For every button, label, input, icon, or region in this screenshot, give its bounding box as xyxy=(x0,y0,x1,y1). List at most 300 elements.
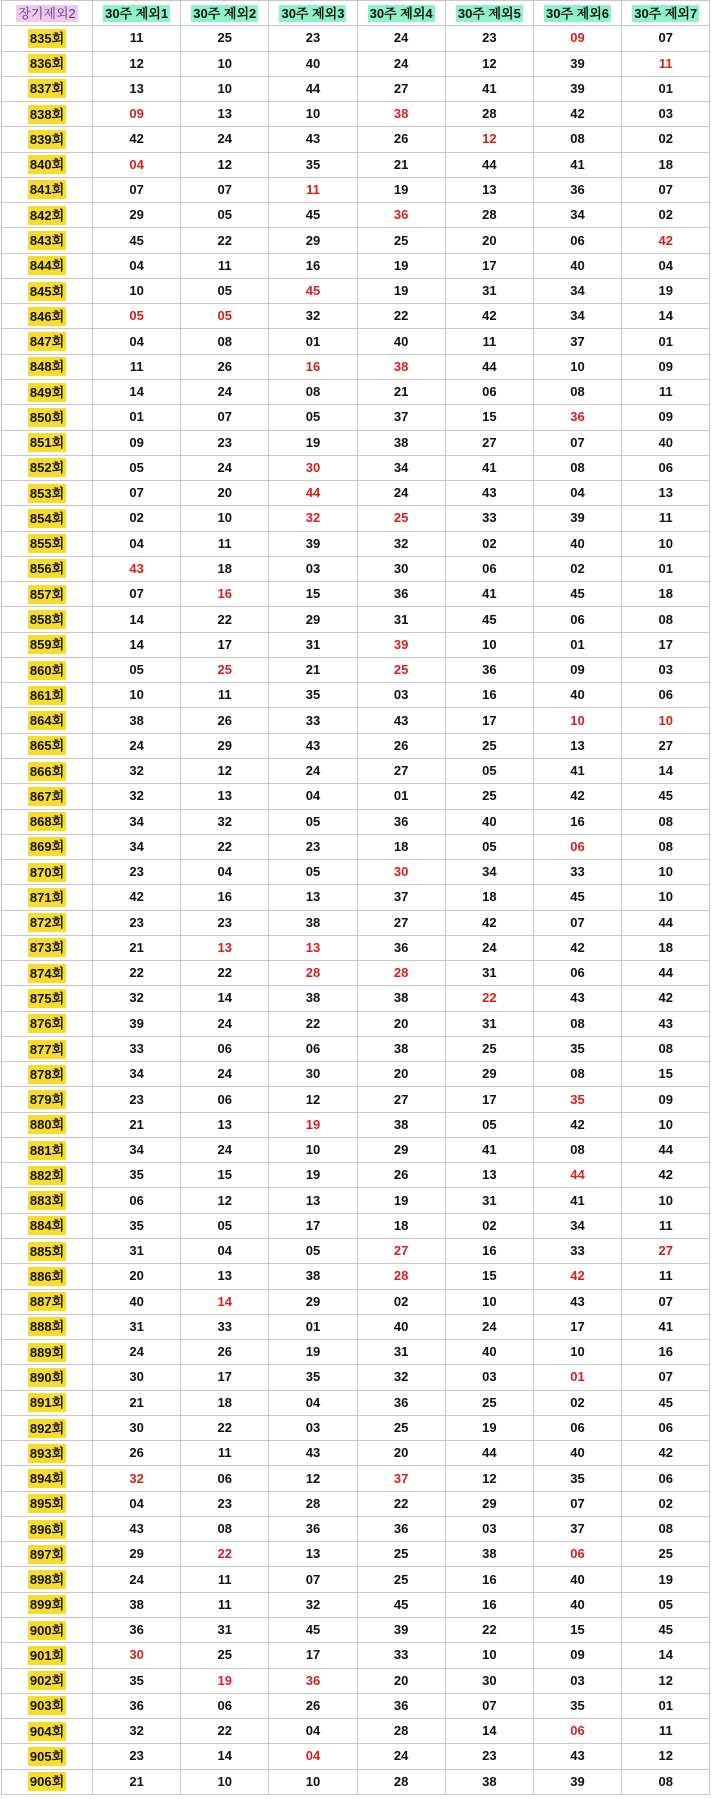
number-cell: 18 xyxy=(181,1390,269,1415)
table-row xyxy=(2,1137,710,1162)
number-cell: 01 xyxy=(93,405,181,430)
table-row xyxy=(2,1719,710,1744)
number-cell: 38 xyxy=(269,910,357,935)
number-cell: 23 xyxy=(93,1087,181,1112)
number-cell: 17 xyxy=(533,1314,621,1339)
round-label: 870회 xyxy=(29,864,65,880)
number-cell: 22 xyxy=(445,1618,533,1643)
round-cell xyxy=(2,632,93,657)
number-cell: 26 xyxy=(357,1163,445,1188)
number-cell: 08 xyxy=(533,1011,621,1036)
number-cell: 13 xyxy=(622,481,710,506)
number-cell: 13 xyxy=(181,1264,269,1289)
number-cell: 38 xyxy=(269,1264,357,1289)
header-label: 30주 제외5 xyxy=(457,5,521,21)
number-cell: 24 xyxy=(181,379,269,404)
number-cell: 12 xyxy=(181,1188,269,1213)
number-cell: 37 xyxy=(357,405,445,430)
number-cell: 27 xyxy=(357,1239,445,1264)
number-cell: 24 xyxy=(93,1567,181,1592)
number-cell: 25 xyxy=(445,1390,533,1415)
number-cell: 40 xyxy=(533,1567,621,1592)
number-cell: 14 xyxy=(181,1289,269,1314)
table-row xyxy=(2,379,710,404)
number-cell: 37 xyxy=(357,1466,445,1491)
number-cell: 21 xyxy=(93,935,181,960)
number-cell: 22 xyxy=(181,961,269,986)
number-cell: 05 xyxy=(181,1213,269,1238)
round-label: 835회 xyxy=(29,30,65,46)
round-label: 866회 xyxy=(29,763,65,779)
number-cell: 11 xyxy=(622,1213,710,1238)
number-cell: 24 xyxy=(445,935,533,960)
round-label: 856회 xyxy=(29,561,65,577)
number-cell: 17 xyxy=(445,1087,533,1112)
number-cell: 10 xyxy=(445,1289,533,1314)
number-cell: 36 xyxy=(357,1516,445,1541)
number-cell: 13 xyxy=(533,733,621,758)
number-cell: 16 xyxy=(269,354,357,379)
round-cell xyxy=(2,1289,93,1314)
round-cell xyxy=(2,1365,93,1390)
number-cell: 06 xyxy=(181,1466,269,1491)
number-cell: 18 xyxy=(622,152,710,177)
round-label: 858회 xyxy=(29,612,65,627)
number-cell: 36 xyxy=(269,1668,357,1693)
number-cell: 35 xyxy=(93,1668,181,1693)
number-cell: 40 xyxy=(269,51,357,76)
number-cell: 04 xyxy=(181,860,269,885)
round-label: 864회 xyxy=(29,713,65,729)
number-cell: 14 xyxy=(93,607,181,632)
number-cell: 12 xyxy=(622,1668,710,1693)
number-cell: 06 xyxy=(445,379,533,404)
number-cell: 22 xyxy=(181,1415,269,1440)
round-label: 906회 xyxy=(29,1774,65,1790)
number-cell: 07 xyxy=(93,481,181,506)
number-cell: 17 xyxy=(181,632,269,657)
number-cell: 13 xyxy=(269,935,357,960)
round-label: 842회 xyxy=(29,207,65,223)
table-row xyxy=(2,1643,710,1668)
round-label: 836회 xyxy=(29,56,65,72)
number-cell: 26 xyxy=(269,1693,357,1718)
number-cell: 07 xyxy=(622,177,710,202)
number-cell: 19 xyxy=(269,1163,357,1188)
number-cell: 43 xyxy=(357,708,445,733)
table-row xyxy=(2,784,710,809)
number-cell: 07 xyxy=(93,582,181,607)
round-label: 848회 xyxy=(29,359,65,375)
number-cell: 19 xyxy=(445,1415,533,1440)
number-cell: 05 xyxy=(181,278,269,303)
round-cell xyxy=(2,657,93,682)
round-cell xyxy=(2,481,93,506)
round-cell xyxy=(2,1340,93,1365)
table-row xyxy=(2,1415,710,1440)
number-cell: 25 xyxy=(181,1643,269,1668)
number-cell: 40 xyxy=(533,1592,621,1617)
number-cell: 36 xyxy=(269,1516,357,1541)
number-cell: 44 xyxy=(445,152,533,177)
number-cell: 40 xyxy=(93,1289,181,1314)
number-cell: 30 xyxy=(357,860,445,885)
number-cell: 33 xyxy=(269,708,357,733)
table-row xyxy=(2,1769,710,1794)
number-cell: 24 xyxy=(357,481,445,506)
number-cell: 30 xyxy=(269,455,357,480)
table-row xyxy=(2,278,710,303)
round-label: 895회 xyxy=(29,1496,65,1512)
number-cell: 11 xyxy=(181,531,269,556)
table-row xyxy=(2,455,710,480)
number-cell: 06 xyxy=(622,683,710,708)
number-cell: 19 xyxy=(269,1112,357,1137)
round-cell xyxy=(2,455,93,480)
round-cell xyxy=(2,1668,93,1693)
number-cell: 04 xyxy=(93,152,181,177)
round-label: 901회 xyxy=(29,1647,65,1663)
number-cell: 21 xyxy=(357,379,445,404)
number-cell: 41 xyxy=(445,455,533,480)
number-cell: 20 xyxy=(445,228,533,253)
number-cell: 14 xyxy=(181,1744,269,1769)
number-cell: 08 xyxy=(533,1062,621,1087)
number-cell: 14 xyxy=(622,758,710,783)
number-cell: 40 xyxy=(622,430,710,455)
round-label: 844회 xyxy=(29,258,65,274)
number-cell: 13 xyxy=(269,885,357,910)
number-cell: 13 xyxy=(445,177,533,202)
number-cell: 36 xyxy=(533,177,621,202)
number-cell: 41 xyxy=(445,76,533,101)
number-cell: 07 xyxy=(533,430,621,455)
number-cell: 29 xyxy=(93,1542,181,1567)
number-cell: 19 xyxy=(269,430,357,455)
round-label: 869회 xyxy=(29,839,65,855)
number-cell: 11 xyxy=(622,51,710,76)
round-cell xyxy=(2,1390,93,1415)
number-cell: 07 xyxy=(622,1365,710,1390)
number-cell: 10 xyxy=(181,506,269,531)
number-cell: 16 xyxy=(445,1567,533,1592)
round-label: 860회 xyxy=(29,662,65,678)
header-cell-exclude-6 xyxy=(533,1,621,26)
number-cell: 05 xyxy=(93,304,181,329)
number-cell: 01 xyxy=(622,1693,710,1718)
round-cell xyxy=(2,1542,93,1567)
round-cell xyxy=(2,582,93,607)
number-cell: 42 xyxy=(622,228,710,253)
number-cell: 30 xyxy=(93,1365,181,1390)
number-cell: 39 xyxy=(533,506,621,531)
number-cell: 11 xyxy=(93,26,181,51)
number-cell: 45 xyxy=(533,885,621,910)
round-label: 868회 xyxy=(29,814,65,830)
number-cell: 27 xyxy=(357,1087,445,1112)
table-row xyxy=(2,1289,710,1314)
number-cell: 08 xyxy=(622,809,710,834)
number-cell: 16 xyxy=(269,253,357,278)
number-cell: 35 xyxy=(93,1163,181,1188)
number-cell: 24 xyxy=(269,758,357,783)
number-cell: 44 xyxy=(445,354,533,379)
number-cell: 05 xyxy=(445,834,533,859)
round-label: 877회 xyxy=(29,1041,65,1057)
round-cell xyxy=(2,834,93,859)
number-cell: 05 xyxy=(445,1112,533,1137)
number-cell: 05 xyxy=(269,405,357,430)
number-cell: 31 xyxy=(93,1314,181,1339)
number-cell: 11 xyxy=(181,683,269,708)
number-cell: 36 xyxy=(93,1618,181,1643)
number-cell: 23 xyxy=(93,910,181,935)
round-label: 854회 xyxy=(29,510,65,526)
number-cell: 04 xyxy=(533,481,621,506)
number-cell: 42 xyxy=(93,127,181,152)
number-cell: 18 xyxy=(445,885,533,910)
number-cell: 10 xyxy=(622,1188,710,1213)
round-cell xyxy=(2,1415,93,1440)
round-label: 853회 xyxy=(29,485,65,501)
round-cell xyxy=(2,1112,93,1137)
number-cell: 13 xyxy=(93,76,181,101)
number-cell: 38 xyxy=(357,1036,445,1061)
number-cell: 03 xyxy=(622,657,710,682)
number-cell: 42 xyxy=(533,935,621,960)
number-cell: 17 xyxy=(181,1365,269,1390)
number-cell: 07 xyxy=(533,910,621,935)
number-cell: 31 xyxy=(445,1188,533,1213)
number-cell: 29 xyxy=(269,1289,357,1314)
number-cell: 32 xyxy=(269,304,357,329)
number-cell: 10 xyxy=(181,1769,269,1794)
number-cell: 01 xyxy=(269,1314,357,1339)
number-cell: 43 xyxy=(533,986,621,1011)
number-cell: 08 xyxy=(533,127,621,152)
number-cell: 19 xyxy=(622,278,710,303)
round-cell xyxy=(2,51,93,76)
table-row xyxy=(2,708,710,733)
number-cell: 43 xyxy=(445,481,533,506)
number-cell: 06 xyxy=(533,1415,621,1440)
number-cell: 34 xyxy=(93,834,181,859)
round-label: 851회 xyxy=(29,435,65,451)
number-cell: 32 xyxy=(357,1365,445,1390)
number-cell: 41 xyxy=(445,1137,533,1162)
number-cell: 21 xyxy=(269,657,357,682)
round-cell xyxy=(2,1087,93,1112)
number-cell: 08 xyxy=(622,834,710,859)
table-row xyxy=(2,228,710,253)
number-cell: 11 xyxy=(622,379,710,404)
round-label: 890회 xyxy=(29,1369,65,1385)
number-cell: 13 xyxy=(181,784,269,809)
number-cell: 09 xyxy=(93,430,181,455)
round-label: 879회 xyxy=(29,1092,65,1108)
number-cell: 33 xyxy=(445,506,533,531)
round-label: 884회 xyxy=(29,1218,65,1234)
table-row xyxy=(2,1516,710,1541)
number-cell: 25 xyxy=(357,228,445,253)
header-cell-exclude-5 xyxy=(445,1,533,26)
number-cell: 02 xyxy=(533,1390,621,1415)
number-cell: 34 xyxy=(93,809,181,834)
table-row xyxy=(2,1592,710,1617)
table-row xyxy=(2,1062,710,1087)
number-cell: 23 xyxy=(269,26,357,51)
number-cell: 15 xyxy=(533,1618,621,1643)
number-cell: 32 xyxy=(269,1592,357,1617)
number-cell: 09 xyxy=(622,1087,710,1112)
round-label: 905회 xyxy=(29,1748,65,1764)
number-cell: 42 xyxy=(533,1112,621,1137)
number-cell: 44 xyxy=(269,481,357,506)
number-cell: 29 xyxy=(93,203,181,228)
number-cell: 15 xyxy=(269,582,357,607)
header-row xyxy=(2,1,710,26)
table-row xyxy=(2,102,710,127)
number-cell: 35 xyxy=(269,152,357,177)
number-cell: 22 xyxy=(357,1491,445,1516)
number-cell: 06 xyxy=(181,1087,269,1112)
number-cell: 30 xyxy=(269,1062,357,1087)
number-cell: 38 xyxy=(357,354,445,379)
number-cell: 09 xyxy=(533,657,621,682)
table-row xyxy=(2,127,710,152)
round-cell xyxy=(2,809,93,834)
number-cell: 20 xyxy=(181,481,269,506)
number-cell: 36 xyxy=(357,935,445,960)
number-cell: 01 xyxy=(357,784,445,809)
number-cell: 33 xyxy=(533,1239,621,1264)
table-row xyxy=(2,657,710,682)
number-cell: 12 xyxy=(181,152,269,177)
round-cell xyxy=(2,1163,93,1188)
number-cell: 39 xyxy=(357,632,445,657)
round-label: 885회 xyxy=(29,1243,65,1259)
number-cell: 03 xyxy=(269,1415,357,1440)
number-cell: 10 xyxy=(181,51,269,76)
number-cell: 30 xyxy=(445,1668,533,1693)
number-cell: 12 xyxy=(622,1744,710,1769)
table-row xyxy=(2,733,710,758)
number-cell: 12 xyxy=(445,51,533,76)
table-row xyxy=(2,1163,710,1188)
table-row xyxy=(2,1188,710,1213)
number-cell: 27 xyxy=(622,1239,710,1264)
round-cell xyxy=(2,152,93,177)
table-row xyxy=(2,809,710,834)
number-cell: 03 xyxy=(622,102,710,127)
number-cell: 40 xyxy=(357,329,445,354)
number-cell: 26 xyxy=(357,127,445,152)
number-cell: 17 xyxy=(622,632,710,657)
number-cell: 22 xyxy=(181,228,269,253)
number-cell: 22 xyxy=(357,304,445,329)
table-row xyxy=(2,1491,710,1516)
number-cell: 25 xyxy=(357,1567,445,1592)
number-cell: 30 xyxy=(93,1415,181,1440)
round-cell xyxy=(2,177,93,202)
number-cell: 38 xyxy=(269,986,357,1011)
number-cell: 21 xyxy=(93,1769,181,1794)
number-cell: 23 xyxy=(181,430,269,455)
number-cell: 36 xyxy=(357,1693,445,1718)
number-cell: 42 xyxy=(622,1163,710,1188)
number-cell: 44 xyxy=(622,910,710,935)
number-cell: 38 xyxy=(93,708,181,733)
number-cell: 10 xyxy=(533,708,621,733)
number-cell: 01 xyxy=(622,76,710,101)
table-row xyxy=(2,1036,710,1061)
number-cell: 01 xyxy=(269,329,357,354)
number-cell: 06 xyxy=(533,607,621,632)
number-cell: 31 xyxy=(269,632,357,657)
number-cell: 07 xyxy=(181,177,269,202)
number-cell: 06 xyxy=(533,1542,621,1567)
number-cell: 14 xyxy=(445,1719,533,1744)
number-cell: 06 xyxy=(533,228,621,253)
round-label: 872회 xyxy=(29,915,65,931)
number-cell: 10 xyxy=(93,683,181,708)
number-cell: 10 xyxy=(445,1643,533,1668)
number-cell: 26 xyxy=(181,708,269,733)
round-label: 841회 xyxy=(29,182,65,198)
table-row xyxy=(2,430,710,455)
round-cell xyxy=(2,1592,93,1617)
table-row xyxy=(2,758,710,783)
table-row xyxy=(2,531,710,556)
number-cell: 19 xyxy=(357,177,445,202)
number-cell: 10 xyxy=(269,1769,357,1794)
round-cell xyxy=(2,304,93,329)
number-cell: 19 xyxy=(622,1567,710,1592)
round-label: 857회 xyxy=(29,586,65,602)
number-cell: 35 xyxy=(533,1466,621,1491)
round-label: 873회 xyxy=(29,940,65,956)
number-cell: 13 xyxy=(181,102,269,127)
number-cell: 31 xyxy=(445,961,533,986)
number-cell: 41 xyxy=(445,582,533,607)
number-cell: 19 xyxy=(357,253,445,278)
number-cell: 40 xyxy=(533,531,621,556)
number-cell: 22 xyxy=(181,1719,269,1744)
number-cell: 02 xyxy=(533,556,621,581)
round-cell xyxy=(2,405,93,430)
number-cell: 05 xyxy=(181,304,269,329)
table-row xyxy=(2,582,710,607)
number-cell: 36 xyxy=(93,1693,181,1718)
number-cell: 43 xyxy=(269,1441,357,1466)
round-label: 881회 xyxy=(29,1142,65,1158)
number-cell: 45 xyxy=(269,278,357,303)
number-cell: 18 xyxy=(622,582,710,607)
number-cell: 02 xyxy=(622,203,710,228)
round-cell xyxy=(2,228,93,253)
number-cell: 38 xyxy=(357,430,445,455)
number-cell: 31 xyxy=(181,1618,269,1643)
table-row xyxy=(2,481,710,506)
round-cell xyxy=(2,607,93,632)
table-row xyxy=(2,1264,710,1289)
number-cell: 22 xyxy=(181,607,269,632)
number-cell: 23 xyxy=(445,26,533,51)
number-cell: 13 xyxy=(181,935,269,960)
round-cell xyxy=(2,1314,93,1339)
number-cell: 02 xyxy=(622,127,710,152)
number-cell: 19 xyxy=(357,278,445,303)
